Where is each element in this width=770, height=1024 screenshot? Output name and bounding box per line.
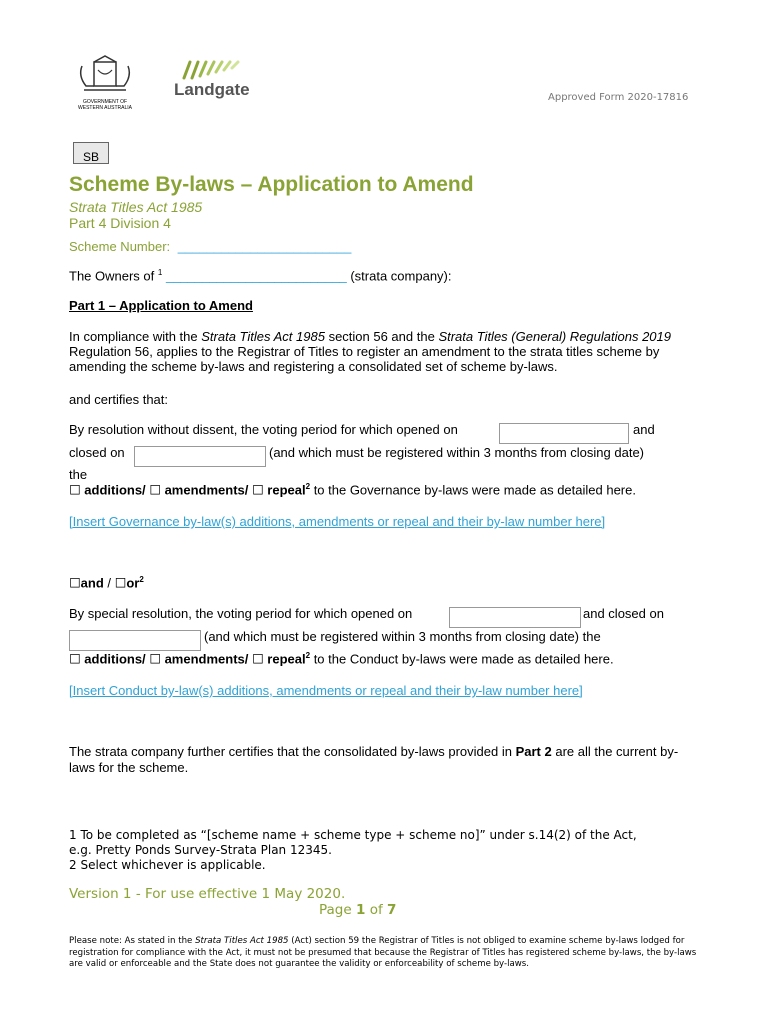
gov-text-line2: WESTERN AUSTRALIA (78, 105, 132, 111)
owners-footnote-ref: 1 (157, 268, 163, 277)
conduct-amendments-label: amendments/ (164, 651, 249, 667)
conduct-amendments-checkbox[interactable]: ☐ (149, 652, 161, 668)
conduct-closed-date-input[interactable] (69, 630, 201, 651)
compliance-act: Strata Titles Act 1985 (201, 329, 325, 344)
note-text-1: Please note: As stated in the (69, 936, 193, 946)
governance-insert-link[interactable]: [Insert Governance by-law(s) additions, amendments or repeal and their by-law number here] (69, 514, 606, 529)
governance-repeal-checkbox[interactable]: ☐ (252, 483, 264, 499)
or-checkbox[interactable]: ☐ (114, 576, 127, 592)
footnotes (69, 828, 637, 873)
conduct-repeal-label: repeal (267, 651, 306, 667)
governance-amendments-checkbox[interactable]: ☐ (149, 483, 161, 499)
page-number (319, 902, 396, 918)
and-or-slash: / (107, 575, 112, 591)
page-title: Scheme By-laws – Application to Amend (69, 173, 474, 196)
owners-suffix: (strata company): (350, 268, 452, 284)
further-text-2: are all the current by-laws for the scheme. (69, 744, 679, 775)
page-of: of (369, 902, 383, 918)
governance-additions-label: additions/ (84, 482, 146, 498)
and-or-row (69, 575, 144, 591)
crest-icon (74, 52, 136, 96)
compliance-regulations: Strata Titles (General) Regulations 2019 (438, 329, 671, 344)
governance-closed-date-input[interactable] (134, 446, 266, 467)
conduct-line1: By special resolution, the voting period for which opened on (69, 606, 413, 621)
footnote-2: 2 Select whichever is applicable. (69, 858, 266, 872)
page-current: 1 (355, 902, 366, 918)
further-certifies-paragraph (69, 744, 689, 776)
note-act: Strata Titles Act 1985 (195, 936, 289, 946)
gov-text-line1: GOVERNMENT OF (82, 99, 128, 105)
version-text: Version 1 - For use effective 1 May 2020. (69, 886, 346, 902)
conduct-footnote-ref: 2 (305, 651, 311, 660)
wa-government-crest (74, 52, 136, 111)
and-or-footnote-ref: 2 (139, 575, 144, 584)
governance-and: and (633, 422, 655, 437)
or-label: or (126, 575, 140, 591)
governance-amendments-label: amendments/ (164, 482, 249, 498)
compliance-text-1: In compliance with the (69, 329, 198, 344)
scheme-number-field[interactable]: ________________________ (177, 239, 352, 254)
further-text-1: The strata company further certifies that the consolidated by-laws provided in (69, 744, 512, 759)
conduct-after-closed: (and which must be registered within 3 months from closing date) the (204, 629, 601, 644)
governance-additions-checkbox[interactable]: ☐ (69, 483, 81, 499)
page-total: 7 (387, 902, 397, 918)
part1-heading: Part 1 – Application to Amend (69, 298, 253, 313)
approved-form-number: Approved Form 2020-17816 (548, 92, 689, 103)
and-label: and (80, 575, 104, 591)
landgate-logo (170, 58, 260, 102)
governance-the: the (69, 467, 88, 482)
compliance-text-3: Regulation 56, applies to the Registrar of Titles to register an amendment to the strata titles scheme by amending the scheme by-laws and registering a consolidated set of scheme by-laws. (69, 344, 660, 374)
conduct-additions-label: additions/ (84, 651, 146, 667)
governance-repeal-label: repeal (267, 482, 306, 498)
conduct-opened-date-input[interactable] (449, 607, 581, 628)
owners-prefix: The Owners of (69, 268, 155, 284)
governance-line1: By resolution without dissent, the voting period for which opened on (69, 422, 458, 437)
governance-opened-date-input[interactable] (499, 423, 629, 444)
form-code: SB (83, 150, 100, 164)
act-name: Strata Titles Act 1985 (69, 199, 203, 215)
owners-row (69, 268, 452, 283)
governance-after-closed: (and which must be registered within 3 months from closing date) (269, 445, 645, 460)
note-text-2: (Act) section 59 the Registrar of Titles is not obliged to examine scheme by-laws lodged for registration for compliance with the Act, it must not be presumed that because the Registrar of Titles has registered scheme by-laws, the by-laws are valid or enforceable and the State does not guarantee the validity or enforceability of scheme by-laws. (69, 936, 697, 969)
footnote-1-line1: 1 To be completed as “[scheme name + scheme type + scheme no]” under s.14(2) of the Act, (69, 828, 637, 842)
part-division: Part 4 Division 4 (69, 215, 171, 231)
conduct-closed-on: and closed on (583, 606, 664, 621)
conduct-insert-link[interactable]: [Insert Conduct by-law(s) additions, amendments or repeal and their by-law number here] (69, 683, 583, 698)
governance-footnote-ref: 2 (305, 482, 311, 491)
scheme-number-row (69, 239, 351, 254)
scheme-number-label: Scheme Number: (69, 239, 171, 254)
compliance-paragraph (69, 329, 699, 374)
and-checkbox[interactable]: ☐ (69, 576, 81, 592)
landgate-name: Landgate (174, 80, 250, 99)
conduct-additions-checkbox[interactable]: ☐ (69, 652, 81, 668)
landgate-swoosh-icon (180, 58, 250, 80)
conduct-tail: to the Conduct by-laws were made as detailed here. (313, 651, 614, 667)
further-part2: Part 2 (515, 744, 552, 759)
page-label: Page (319, 902, 352, 918)
compliance-text-2: section 56 and the (328, 329, 435, 344)
owners-name-field[interactable]: _________________________ (165, 268, 347, 284)
conduct-options-row (69, 651, 614, 667)
governance-options-row (69, 482, 636, 498)
form-code-box (73, 142, 109, 164)
footnote-1-line2: e.g. Pretty Ponds Survey-Strata Plan 12345. (69, 843, 332, 857)
conduct-repeal-checkbox[interactable]: ☐ (252, 652, 264, 668)
disclaimer-note (69, 936, 701, 971)
governance-tail: to the Governance by-laws were made as detailed here. (313, 482, 636, 498)
certifies-text: and certifies that: (69, 392, 168, 407)
governance-closed-on: closed on (69, 445, 125, 460)
